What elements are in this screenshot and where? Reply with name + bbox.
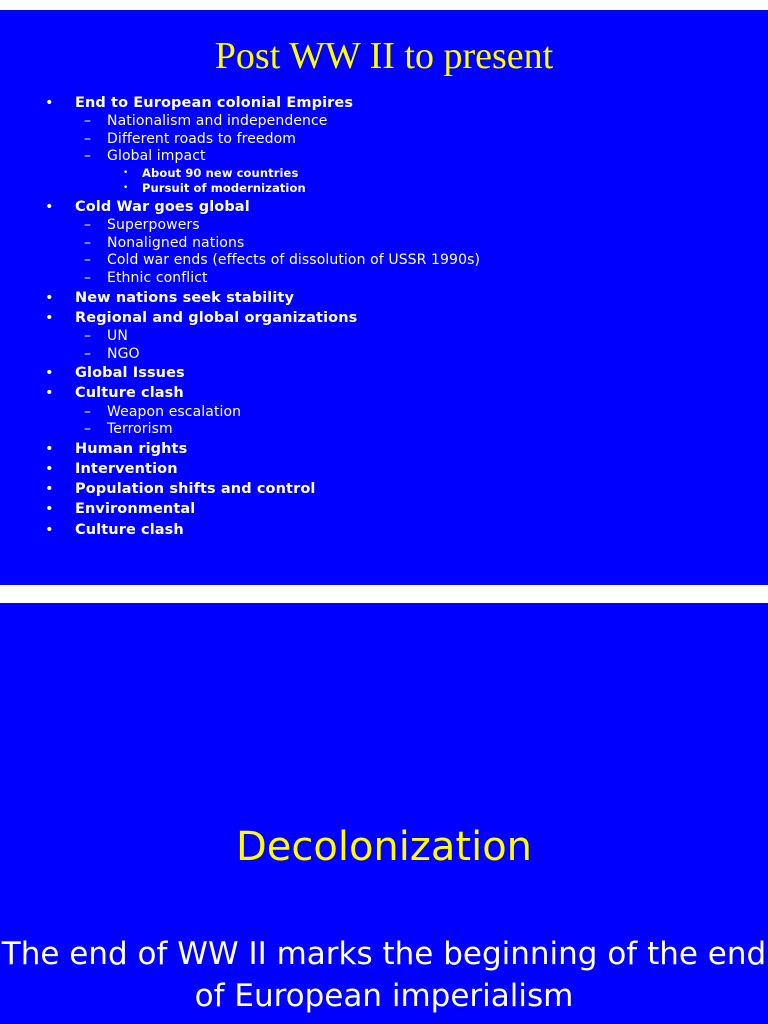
outline-item-text: Culture clash [75, 385, 184, 402]
sub-item [75, 404, 480, 422]
slide-body-text: The end of WW II marks the beginning of the end of European imperialism [1, 936, 767, 1014]
sub-item [75, 421, 480, 439]
sub-list [75, 328, 480, 363]
sub-sub-item-text: About 90 new countries [142, 165, 299, 180]
sub-item-text: UN [107, 327, 128, 344]
outline-item-text: Environmental [75, 501, 196, 518]
sub-item [75, 270, 480, 288]
topic-outline [44, 93, 480, 540]
outline-item-text: Intervention [75, 460, 178, 477]
sub-item-text: Nationalism and independence [107, 113, 328, 130]
sub-item [75, 148, 480, 197]
sub-item-text: Weapon escalation [107, 403, 242, 420]
outline-item [44, 363, 480, 383]
sub-item [75, 131, 480, 149]
sub-item-text: Global impact [107, 148, 206, 165]
slide-title: Decolonization [235, 824, 533, 870]
sub-item-text: Ethnic conflict [107, 269, 208, 286]
outline-item [44, 499, 480, 519]
sub-item-text: Different roads to freedom [107, 130, 297, 147]
slide-decolonization [0, 603, 768, 1024]
outline-item [44, 93, 480, 197]
outline-item-text: Cold War goes global [75, 198, 250, 215]
sub-item [75, 217, 480, 235]
sub-item [75, 113, 480, 131]
slide-title: Post WW II to present [214, 35, 554, 77]
sub-sub-item-text: Pursuit of modernization [142, 181, 306, 196]
outline-item-text: Population shifts and control [75, 481, 316, 498]
outline-item [44, 308, 480, 363]
sub-item-text: Superpowers [107, 217, 200, 234]
sub-sub-item [107, 166, 480, 182]
sub-list [75, 113, 480, 197]
sub-sub-list [107, 166, 480, 197]
sub-item [75, 346, 480, 364]
outline-item [44, 439, 480, 459]
sub-list [75, 217, 480, 287]
outline-item-text: Human rights [75, 440, 188, 457]
sub-list [75, 404, 480, 439]
slide-post-ww2 [0, 10, 768, 585]
outline-item [44, 288, 480, 308]
sub-item-text: Nonaligned nations [107, 234, 245, 251]
sub-sub-item [107, 181, 480, 197]
outline-item [44, 383, 480, 438]
outline-item [44, 197, 480, 288]
outline-item-text: End to European colonial Empires [75, 95, 354, 111]
sub-item-text: NGO [107, 345, 140, 362]
outline-item [44, 520, 480, 540]
outline-item [44, 459, 480, 479]
sub-item [75, 328, 480, 346]
outline-item-text: Global Issues [75, 365, 185, 382]
sub-item-text: Cold war ends (effects of dissolution of USSR 1990s) [107, 252, 481, 269]
sub-item [75, 235, 480, 253]
sub-item-text: Terrorism [107, 421, 173, 438]
sub-item [75, 252, 480, 270]
outline-item [44, 479, 480, 499]
outline-item-text: Regional and global organizations [75, 309, 358, 326]
outline-item-text: Culture clash [75, 521, 184, 538]
outline-item-text: New nations seek stability [75, 289, 294, 306]
